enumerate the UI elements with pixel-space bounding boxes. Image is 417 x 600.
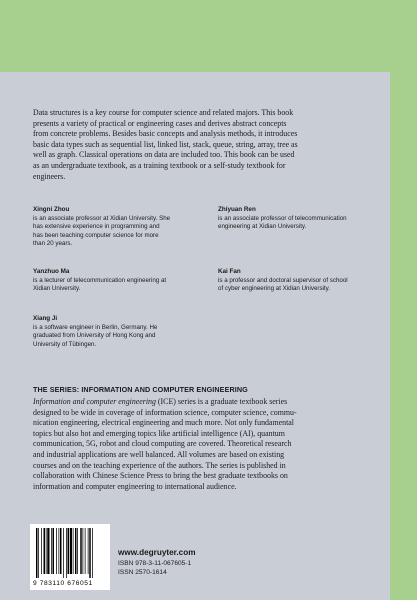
series-description — [33, 397, 373, 492]
author-kai-fan — [218, 268, 378, 294]
author-bio: is a lecturer of telecommunication engineering at Xidian University. — [33, 277, 167, 293]
barcode-bar — [63, 528, 64, 578]
green-band — [0, 0, 417, 72]
barcode-bar — [47, 528, 49, 574]
author-bio: is a professor and doctoral supervisor of school of cyber engineering at Xidian University. — [218, 277, 348, 293]
author-bio: is a software engineer in Berlin, Germany. He graduated from University of Hong Kong and University of Tübingen. — [33, 324, 158, 348]
publisher-url: www.degruyter.com — [118, 548, 196, 557]
barcode-bar — [73, 528, 74, 574]
author-yanzhuo-ma — [33, 268, 193, 294]
barcode — [30, 524, 110, 590]
author-name: Xiang Ji — [33, 315, 58, 322]
author-xiang-ji — [33, 315, 193, 349]
barcode-bar — [41, 528, 42, 574]
series-heading: THE SERIES: INFORMATION AND COMPUTER ENGINEERING — [33, 385, 248, 394]
barcode-bar — [36, 528, 38, 578]
author-name: Zhiyuan Ren — [218, 206, 256, 213]
barcode-bar — [70, 528, 72, 574]
series-body: (ICE) series is a graduate textbook series designed to be wide in coverage of information science, computer science, commu- nication engineering, electrical engineering and much more. Not only fundamental topics but also hot and emerging topics like artificial intelligence (AI), quantum communication, 5G, robot and cloud computing are covered. Theoretical research and industrial applications are well balanced. All volumes are based on existing courses and on the teaching experience of the authors. The series is published in collaboration with Chinese Science Press to bring the best graduate textbooks on information and computer engineering to international audience. — [33, 397, 297, 491]
barcode-bar — [66, 528, 67, 578]
barcode-digits: 9 783110 676051 — [33, 580, 93, 587]
author-zhiyuan-ren — [218, 206, 378, 232]
issn-number: ISSN 2570-1614 — [118, 569, 167, 576]
barcode-bar — [83, 528, 84, 574]
barcode-bar — [85, 528, 86, 574]
book-description: Data structures is a key course for computer science and related majors. This book presents a variety of practical or engineering cases and derives abstract concepts from concrete problems. Besides basic concepts and analysis methods, it introduces basic data types such as sequential list, linked list, stack, queue, string, array, tree as well as graph. Classical operations on data are included too. This book can be used as an undergraduate textbook, as a training textbook or a self-study textbook for engineers. — [33, 108, 298, 181]
barcode-bar — [75, 528, 77, 574]
barcode-bar — [80, 528, 82, 574]
author-name: Kai Fan — [218, 268, 241, 275]
publisher-info — [118, 548, 318, 578]
barcode-bars — [35, 528, 105, 578]
barcode-bar — [89, 528, 91, 578]
barcode-bar — [60, 528, 62, 574]
barcode-bar — [56, 528, 57, 574]
barcode-bar — [46, 528, 47, 574]
barcode-bar — [68, 528, 70, 574]
barcode-bar — [59, 528, 60, 574]
barcode-bar — [44, 528, 46, 574]
barcode-bar — [38, 528, 39, 578]
barcode-bar — [77, 528, 78, 574]
barcode-bar — [88, 528, 89, 574]
author-name: Xingni Zhou — [33, 206, 70, 213]
author-name: Yanzhuo Ma — [33, 268, 70, 275]
barcode-bar — [92, 528, 93, 578]
isbn-number: ISBN 978-3-11-067605-1 — [118, 560, 192, 567]
series-lead: Information and computer engineering — [33, 397, 156, 406]
barcode-bar — [53, 528, 55, 574]
author-bio: is an associate professor at Xidian University. She has extensive experience in programming and has been teaching computer science for more than 20 years. — [33, 215, 171, 247]
author-bio: is an associate professor of telecommunication engineering at Xidian University. — [218, 215, 347, 231]
barcode-bar — [51, 528, 52, 574]
author-xingni-zhou — [33, 206, 193, 248]
